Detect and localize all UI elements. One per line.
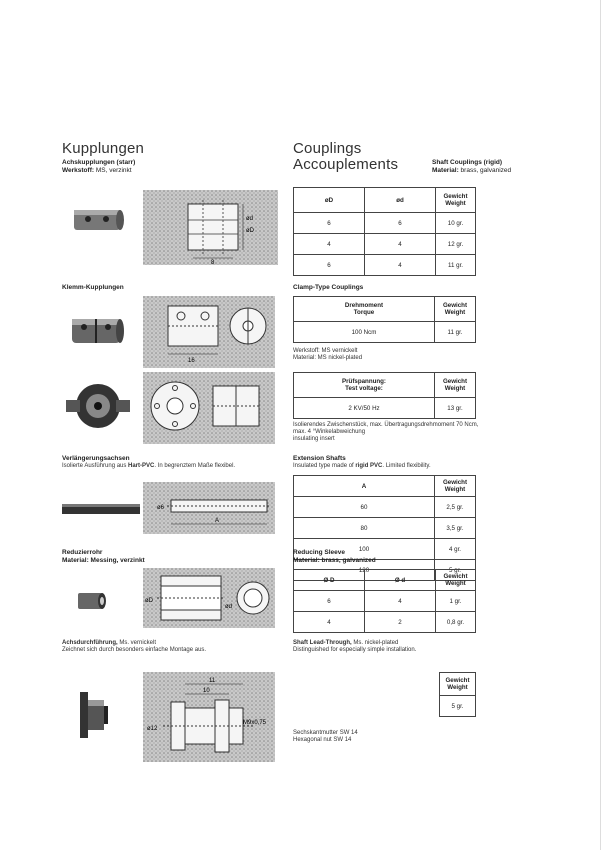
page-title-fr: Accouplements <box>293 156 399 173</box>
col-d: Ø d <box>365 570 436 591</box>
col-weight: Gewicht Weight <box>435 476 476 497</box>
col-a: A <box>294 476 435 497</box>
cell-d: 6 <box>365 213 436 234</box>
cell-torque: 100 Ncm <box>294 322 435 343</box>
subtitle-de-label: Werkstoff: <box>62 166 95 174</box>
table-row <box>294 497 476 518</box>
cell-w: 0,8 gr. <box>436 612 476 633</box>
reducing-head-de: Reduzierrohr <box>62 549 103 556</box>
table-header-row <box>294 188 476 213</box>
clamp-torque-table <box>293 296 476 343</box>
col-weight: Gewicht Weight <box>435 373 476 398</box>
cell-a: 100 <box>294 539 435 560</box>
cell-D: 4 <box>294 234 365 255</box>
cell-w: 5 gr. <box>440 696 476 717</box>
cell-w: 3,5 gr. <box>435 518 476 539</box>
leadthrough-head-en: Shaft Lead-Through, <box>293 640 352 646</box>
reducing-sleeve-photo <box>74 588 108 614</box>
cell-D: 6 <box>294 213 365 234</box>
dim-lt-10: 10 <box>203 688 210 694</box>
shaft-coupling-drawing <box>143 190 278 265</box>
reducing-head-en: Reducing Sleeve <box>293 549 346 556</box>
cell-D: 6 <box>294 255 365 276</box>
leadthrough-drawing <box>143 672 275 762</box>
table-header-row <box>294 570 476 591</box>
dim-red-d: ød <box>225 604 233 610</box>
table-row <box>294 255 476 276</box>
cell-a: 80 <box>294 518 435 539</box>
leadthrough-head-de: Achsdurchführung, <box>62 640 118 646</box>
table-row <box>294 213 476 234</box>
table-row <box>294 234 476 255</box>
clamp-head-en: Clamp-Type Couplings <box>293 284 364 291</box>
table-row <box>440 696 476 717</box>
cell-a: 60 <box>294 497 435 518</box>
cell-w: 12 gr. <box>436 234 476 255</box>
reducing-sub-en: Material: brass, galvanized <box>293 556 376 564</box>
cell-w: 2,5 gr. <box>435 497 476 518</box>
insulated-clamp-photo <box>64 374 132 438</box>
clamp-head-de: Klemm-Kupplungen <box>62 284 124 291</box>
shaft-couplings-table <box>293 187 476 276</box>
subtitle-de <box>62 159 135 174</box>
dim-shaft-D: øD <box>246 228 254 234</box>
clamp-insulation-note <box>293 422 478 443</box>
extension-shaft-drawing <box>143 482 275 534</box>
clamp-coupling-drawing <box>143 296 275 368</box>
reducing-sleeve-drawing <box>143 568 275 628</box>
clamp-coupling-photo <box>68 313 126 349</box>
clamp-voltage-table <box>293 372 476 419</box>
reducing-sleeve-table <box>293 569 476 633</box>
extension-head-en-block: Extension Shafts Insulated type made of rigid PVC. Limited flexibility. <box>293 455 431 469</box>
extension-head-en: Extension Shafts <box>293 455 346 462</box>
cell-d: 4 <box>365 591 436 612</box>
cell-D: 6 <box>294 591 365 612</box>
cell-voltage: 2 KV/50 Hz <box>294 398 435 419</box>
page-crease <box>600 0 601 850</box>
shaft-coupling-photo <box>70 205 126 235</box>
subtitle-de-value: MS, verzinkt <box>95 166 132 174</box>
leadthrough-nut-note <box>293 730 358 744</box>
col-weight: Gewicht Weight <box>440 673 476 696</box>
leadthrough-head-en-block: Shaft Lead-Through, Ms. nickel-plated Distinguished for especially simple installation. <box>293 640 417 653</box>
dim-shaft-len: 8 <box>211 260 215 265</box>
col-D: Ø D <box>294 570 365 591</box>
clamp-material <box>293 348 362 362</box>
dim-ext-a: A <box>215 518 220 524</box>
extension-shaft-photo <box>60 500 142 518</box>
reducing-head-de-block <box>62 549 145 564</box>
table-row <box>294 591 476 612</box>
clamp-material-de: Werkstoff: MS vernickelt <box>293 348 358 354</box>
leadthrough-sub-de: Zeichnet sich durch besonders einfache Montage aus. <box>62 647 207 653</box>
table-row <box>294 322 476 343</box>
subtitle-en-label: Material: <box>432 166 459 174</box>
subtitle-de-line1: Achskupplungen (starr) <box>62 159 136 166</box>
cell-d: 4 <box>365 255 436 276</box>
cell-w: 11 gr. <box>435 322 476 343</box>
cell-w: 13 gr. <box>435 398 476 419</box>
dim-shaft-d: ød <box>246 216 254 222</box>
note-line1: Isolierendes Zwischenstück, max. Übertragungsdrehmoment 70 Ncm, <box>293 422 479 428</box>
col-voltage: Prüfspannung: Test voltage: <box>294 373 435 398</box>
subtitle-en-line1: Shaft Couplings (rigid) <box>432 159 503 166</box>
clamp-material-en: Material: MS nickel-plated <box>293 355 363 361</box>
cell-d: 2 <box>365 612 436 633</box>
leadthrough-photo <box>74 690 110 740</box>
col-torque: Drehmoment Torque <box>294 297 435 322</box>
dim-lt-11: 11 <box>209 678 216 684</box>
page-title-en: Couplings <box>293 140 362 157</box>
page-title-de: Kupplungen <box>62 140 145 157</box>
subtitle-en-value: brass, galvanized <box>460 166 512 174</box>
table-header-row <box>294 476 476 497</box>
cell-w: 11 gr. <box>436 255 476 276</box>
reducing-sub-de: Material: Messing, verzinkt <box>62 556 145 564</box>
extension-shafts-table <box>293 475 476 581</box>
subtitle-en <box>432 159 511 174</box>
table-header-row <box>294 297 476 322</box>
col-weight: Gewicht Weight <box>435 297 476 322</box>
cell-w: 4 gr. <box>435 539 476 560</box>
dim-red-D: øD <box>145 598 153 604</box>
leadthrough-table <box>439 672 476 717</box>
dim-ext-d: ø6 <box>157 505 165 511</box>
cell-a: 120 <box>294 560 435 581</box>
col-d: ød <box>365 188 436 213</box>
reducing-head-en-block <box>293 549 376 564</box>
cell-D: 4 <box>294 612 365 633</box>
col-weight: Gewicht Weight <box>436 188 476 213</box>
insulated-clamp-drawing <box>143 372 275 444</box>
nut-note-de: Sechskantmutter SW 14 <box>293 730 358 736</box>
nut-note-en: Hexagonal nut SW 14 <box>293 737 352 743</box>
cell-w: 5 gr. <box>435 560 476 581</box>
table-row <box>294 518 476 539</box>
dim-lt-m: M9x0,75 <box>243 720 267 726</box>
table-header-row <box>440 673 476 696</box>
cell-d: 4 <box>365 234 436 255</box>
col-weight: Gewicht Weight <box>436 570 476 591</box>
table-header-row <box>294 373 476 398</box>
table-row <box>294 398 476 419</box>
cell-w: 10 gr. <box>436 213 476 234</box>
table-row <box>294 612 476 633</box>
extension-head-de-block: Verlängerungsachsen Isolierte Ausführung aus Hart-PVC. In begrenztem Maße flexibel. <box>62 455 236 469</box>
extension-head-de: Verlängerungsachsen <box>62 455 130 462</box>
note-line3: insulating insert <box>293 436 335 442</box>
cell-w: 1 gr. <box>436 591 476 612</box>
col-D: øD <box>294 188 365 213</box>
dim-clamp-len: 16 <box>188 358 195 364</box>
leadthrough-head-de-block: Achsdurchführung, Ms. vernickelt Zeichnet sich durch besonders einfache Montage aus. <box>62 640 207 653</box>
note-line2: max. 4 °Winkelabweichung <box>293 429 366 435</box>
leadthrough-sub-en: Distinguished for especially simple installation. <box>293 647 417 653</box>
dim-lt-12: ø12 <box>147 726 158 732</box>
